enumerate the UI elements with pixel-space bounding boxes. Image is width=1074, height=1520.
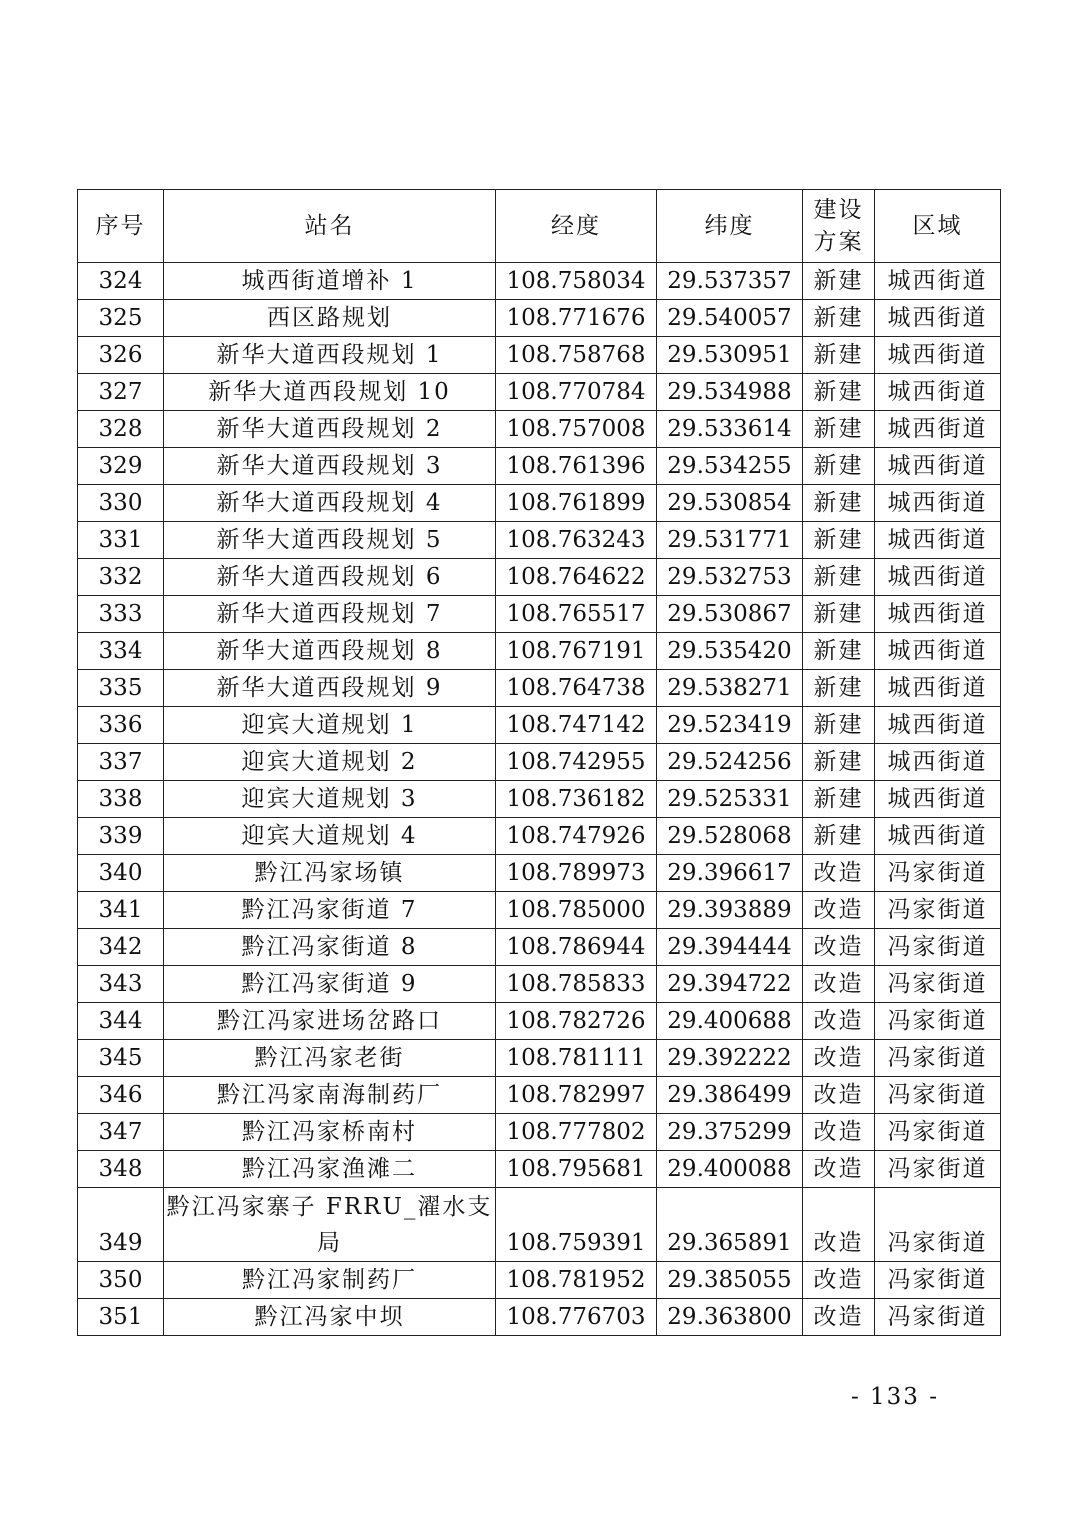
station-table [77, 189, 1001, 1336]
row-index-cell: 333 [78, 596, 164, 633]
longitude-cell: 108.770784 [496, 374, 657, 411]
latitude-cell: 29.396617 [657, 855, 803, 892]
latitude-cell: 29.523419 [657, 707, 803, 744]
longitude-cell: 108.785833 [496, 966, 657, 1003]
region-cell: 城西街道 [875, 411, 1001, 448]
build-plan-cell: 新建 [803, 559, 875, 596]
table-row [78, 1299, 1001, 1336]
station-name-cell: 新华大道西段规划 6 [164, 559, 496, 596]
row-index-cell: 341 [78, 892, 164, 929]
latitude-cell: 29.363800 [657, 1299, 803, 1336]
station-name-cell: 黔江冯家制药厂 [164, 1262, 496, 1299]
row-index-cell: 331 [78, 522, 164, 559]
station-name-cell: 黔江冯家南海制药厂 [164, 1077, 496, 1114]
latitude-cell: 29.537357 [657, 263, 803, 300]
region-cell: 冯家街道 [875, 1151, 1001, 1188]
build-plan-cell: 新建 [803, 744, 875, 781]
build-plan-cell: 改造 [803, 1188, 875, 1262]
region-cell: 冯家街道 [875, 1003, 1001, 1040]
longitude-cell: 108.763243 [496, 522, 657, 559]
table-body [78, 263, 1001, 1336]
latitude-cell: 29.385055 [657, 1262, 803, 1299]
station-name-cell: 黔江冯家桥南村 [164, 1114, 496, 1151]
table-row [78, 485, 1001, 522]
region-cell: 城西街道 [875, 448, 1001, 485]
build-plan-cell: 新建 [803, 781, 875, 818]
build-plan-cell: 改造 [803, 929, 875, 966]
table-row [78, 1077, 1001, 1114]
region-cell: 冯家街道 [875, 1299, 1001, 1336]
longitude-cell: 108.789973 [496, 855, 657, 892]
station-name-cell: 黔江冯家街道 9 [164, 966, 496, 1003]
longitude-cell: 108.761899 [496, 485, 657, 522]
row-index-cell: 328 [78, 411, 164, 448]
build-plan-cell: 改造 [803, 855, 875, 892]
table-row [78, 1003, 1001, 1040]
table-row [78, 707, 1001, 744]
table-row [78, 855, 1001, 892]
station-name-cell: 新华大道西段规划 8 [164, 633, 496, 670]
longitude-cell: 108.736182 [496, 781, 657, 818]
longitude-cell: 108.795681 [496, 1151, 657, 1188]
latitude-cell: 29.394722 [657, 966, 803, 1003]
latitude-cell: 29.533614 [657, 411, 803, 448]
latitude-cell: 29.530951 [657, 337, 803, 374]
build-plan-cell: 新建 [803, 670, 875, 707]
latitude-cell: 29.524256 [657, 744, 803, 781]
longitude-cell: 108.777802 [496, 1114, 657, 1151]
station-name-cell: 迎宾大道规划 2 [164, 744, 496, 781]
table-row [78, 411, 1001, 448]
station-name-cell: 城西街道增补 1 [164, 263, 496, 300]
latitude-cell: 29.394444 [657, 929, 803, 966]
row-index-cell: 324 [78, 263, 164, 300]
build-plan-cell: 新建 [803, 485, 875, 522]
build-plan-cell: 新建 [803, 374, 875, 411]
table-row [78, 1188, 1001, 1262]
region-cell: 城西街道 [875, 781, 1001, 818]
latitude-cell: 29.528068 [657, 818, 803, 855]
row-index-cell: 340 [78, 855, 164, 892]
row-index-cell: 325 [78, 300, 164, 337]
build-plan-cell: 改造 [803, 1040, 875, 1077]
table-row [78, 781, 1001, 818]
region-cell: 城西街道 [875, 818, 1001, 855]
latitude-cell: 29.534988 [657, 374, 803, 411]
build-plan-cell: 新建 [803, 300, 875, 337]
longitude-cell: 108.786944 [496, 929, 657, 966]
longitude-cell: 108.759391 [496, 1188, 657, 1262]
table-row [78, 1040, 1001, 1077]
build-plan-cell: 改造 [803, 1262, 875, 1299]
build-plan-cell: 改造 [803, 1077, 875, 1114]
latitude-cell: 29.534255 [657, 448, 803, 485]
longitude-cell: 108.776703 [496, 1299, 657, 1336]
longitude-cell: 108.758768 [496, 337, 657, 374]
station-name-cell: 黔江冯家场镇 [164, 855, 496, 892]
build-plan-cell: 改造 [803, 1003, 875, 1040]
longitude-cell: 108.767191 [496, 633, 657, 670]
longitude-cell: 108.758034 [496, 263, 657, 300]
region-cell: 城西街道 [875, 263, 1001, 300]
longitude-cell: 108.764622 [496, 559, 657, 596]
header-longitude: 经度 [496, 190, 657, 263]
row-index-cell: 346 [78, 1077, 164, 1114]
row-index-cell: 345 [78, 1040, 164, 1077]
station-name-cell: 迎宾大道规划 4 [164, 818, 496, 855]
region-cell: 城西街道 [875, 522, 1001, 559]
row-index-cell: 343 [78, 966, 164, 1003]
build-plan-cell: 新建 [803, 522, 875, 559]
region-cell: 城西街道 [875, 707, 1001, 744]
build-plan-cell: 改造 [803, 1151, 875, 1188]
row-index-cell: 344 [78, 1003, 164, 1040]
header-region: 区域 [875, 190, 1001, 263]
region-cell: 城西街道 [875, 633, 1001, 670]
longitude-cell: 108.764738 [496, 670, 657, 707]
build-plan-cell: 新建 [803, 448, 875, 485]
table-row [78, 448, 1001, 485]
row-index-cell: 351 [78, 1299, 164, 1336]
longitude-cell: 108.782726 [496, 1003, 657, 1040]
latitude-cell: 29.400688 [657, 1003, 803, 1040]
header-latitude: 纬度 [657, 190, 803, 263]
build-plan-cell: 新建 [803, 633, 875, 670]
latitude-cell: 29.540057 [657, 300, 803, 337]
station-name-cell: 黔江冯家街道 7 [164, 892, 496, 929]
table-row [78, 966, 1001, 1003]
table-row [78, 1114, 1001, 1151]
longitude-cell: 108.747142 [496, 707, 657, 744]
row-index-cell: 332 [78, 559, 164, 596]
latitude-cell: 29.532753 [657, 559, 803, 596]
row-index-cell: 329 [78, 448, 164, 485]
latitude-cell: 29.392222 [657, 1040, 803, 1077]
latitude-cell: 29.525331 [657, 781, 803, 818]
station-name-cell: 新华大道西段规划 10 [164, 374, 496, 411]
table-row [78, 633, 1001, 670]
station-name-cell: 新华大道西段规划 3 [164, 448, 496, 485]
region-cell: 城西街道 [875, 596, 1001, 633]
latitude-cell: 29.535420 [657, 633, 803, 670]
table-row [78, 1151, 1001, 1188]
latitude-cell: 29.400088 [657, 1151, 803, 1188]
region-cell: 城西街道 [875, 337, 1001, 374]
longitude-cell: 108.782997 [496, 1077, 657, 1114]
row-index-cell: 342 [78, 929, 164, 966]
build-plan-cell: 新建 [803, 596, 875, 633]
build-plan-cell: 改造 [803, 892, 875, 929]
table-row [78, 818, 1001, 855]
build-plan-cell: 改造 [803, 1299, 875, 1336]
latitude-cell: 29.538271 [657, 670, 803, 707]
table-row [78, 892, 1001, 929]
header-plan [803, 190, 875, 263]
station-name-cell: 黔江冯家老街 [164, 1040, 496, 1077]
row-index-cell: 350 [78, 1262, 164, 1299]
latitude-cell: 29.393889 [657, 892, 803, 929]
longitude-cell: 108.785000 [496, 892, 657, 929]
header-plan-line1: 建设 [813, 197, 864, 223]
station-name-cell: 新华大道西段规划 4 [164, 485, 496, 522]
row-index-cell: 330 [78, 485, 164, 522]
row-index-cell: 347 [78, 1114, 164, 1151]
region-cell: 冯家街道 [875, 1188, 1001, 1262]
region-cell: 城西街道 [875, 744, 1001, 781]
row-index-cell: 338 [78, 781, 164, 818]
region-cell: 城西街道 [875, 485, 1001, 522]
region-cell: 冯家街道 [875, 966, 1001, 1003]
table-row [78, 522, 1001, 559]
station-name-cell: 黔江冯家街道 8 [164, 929, 496, 966]
region-cell: 城西街道 [875, 559, 1001, 596]
station-name-cell: 黔江冯家渔滩二 [164, 1151, 496, 1188]
build-plan-cell: 新建 [803, 263, 875, 300]
row-index-cell: 336 [78, 707, 164, 744]
table-row [78, 374, 1001, 411]
header-plan-line2: 方案 [813, 229, 864, 255]
row-index-cell: 339 [78, 818, 164, 855]
region-cell: 城西街道 [875, 300, 1001, 337]
header-index: 序号 [78, 190, 164, 263]
build-plan-cell: 新建 [803, 707, 875, 744]
table-row [78, 670, 1001, 707]
station-name-cell: 新华大道西段规划 1 [164, 337, 496, 374]
station-name-cell: 迎宾大道规划 1 [164, 707, 496, 744]
longitude-cell: 108.747926 [496, 818, 657, 855]
region-cell: 城西街道 [875, 374, 1001, 411]
build-plan-cell: 新建 [803, 411, 875, 448]
station-name-cell: 新华大道西段规划 5 [164, 522, 496, 559]
longitude-cell: 108.771676 [496, 300, 657, 337]
latitude-cell: 29.530867 [657, 596, 803, 633]
row-index-cell: 334 [78, 633, 164, 670]
build-plan-cell: 改造 [803, 1114, 875, 1151]
station-name-cell: 新华大道西段规划 7 [164, 596, 496, 633]
table-row [78, 929, 1001, 966]
table-row [78, 263, 1001, 300]
row-index-cell: 327 [78, 374, 164, 411]
station-name-cell: 黔江冯家寨子 FRRU_濯水支局 [164, 1188, 496, 1262]
table-row [78, 744, 1001, 781]
build-plan-cell: 新建 [803, 818, 875, 855]
build-plan-cell: 新建 [803, 337, 875, 374]
header-name: 站名 [164, 190, 496, 263]
longitude-cell: 108.761396 [496, 448, 657, 485]
station-name-cell: 新华大道西段规划 9 [164, 670, 496, 707]
longitude-cell: 108.781111 [496, 1040, 657, 1077]
page-number: - 133 - [850, 1384, 940, 1410]
table-row [78, 1262, 1001, 1299]
header-row [78, 190, 1001, 263]
table-row [78, 300, 1001, 337]
region-cell: 冯家街道 [875, 1262, 1001, 1299]
station-name-cell: 新华大道西段规划 2 [164, 411, 496, 448]
region-cell: 冯家街道 [875, 892, 1001, 929]
table-row [78, 596, 1001, 633]
region-cell: 城西街道 [875, 670, 1001, 707]
station-name-cell: 黔江冯家进场岔路口 [164, 1003, 496, 1040]
row-index-cell: 335 [78, 670, 164, 707]
longitude-cell: 108.781952 [496, 1262, 657, 1299]
table-row [78, 337, 1001, 374]
row-index-cell: 349 [78, 1188, 164, 1262]
region-cell: 冯家街道 [875, 1114, 1001, 1151]
table-row [78, 559, 1001, 596]
region-cell: 冯家街道 [875, 1040, 1001, 1077]
build-plan-cell: 改造 [803, 966, 875, 1003]
latitude-cell: 29.375299 [657, 1114, 803, 1151]
latitude-cell: 29.365891 [657, 1188, 803, 1262]
row-index-cell: 337 [78, 744, 164, 781]
longitude-cell: 108.742955 [496, 744, 657, 781]
region-cell: 冯家街道 [875, 929, 1001, 966]
station-name-cell: 西区路规划 [164, 300, 496, 337]
row-index-cell: 326 [78, 337, 164, 374]
latitude-cell: 29.386499 [657, 1077, 803, 1114]
latitude-cell: 29.531771 [657, 522, 803, 559]
longitude-cell: 108.765517 [496, 596, 657, 633]
station-name-cell: 迎宾大道规划 3 [164, 781, 496, 818]
latitude-cell: 29.530854 [657, 485, 803, 522]
row-index-cell: 348 [78, 1151, 164, 1188]
longitude-cell: 108.757008 [496, 411, 657, 448]
station-name-cell: 黔江冯家中坝 [164, 1299, 496, 1336]
region-cell: 冯家街道 [875, 1077, 1001, 1114]
region-cell: 冯家街道 [875, 855, 1001, 892]
